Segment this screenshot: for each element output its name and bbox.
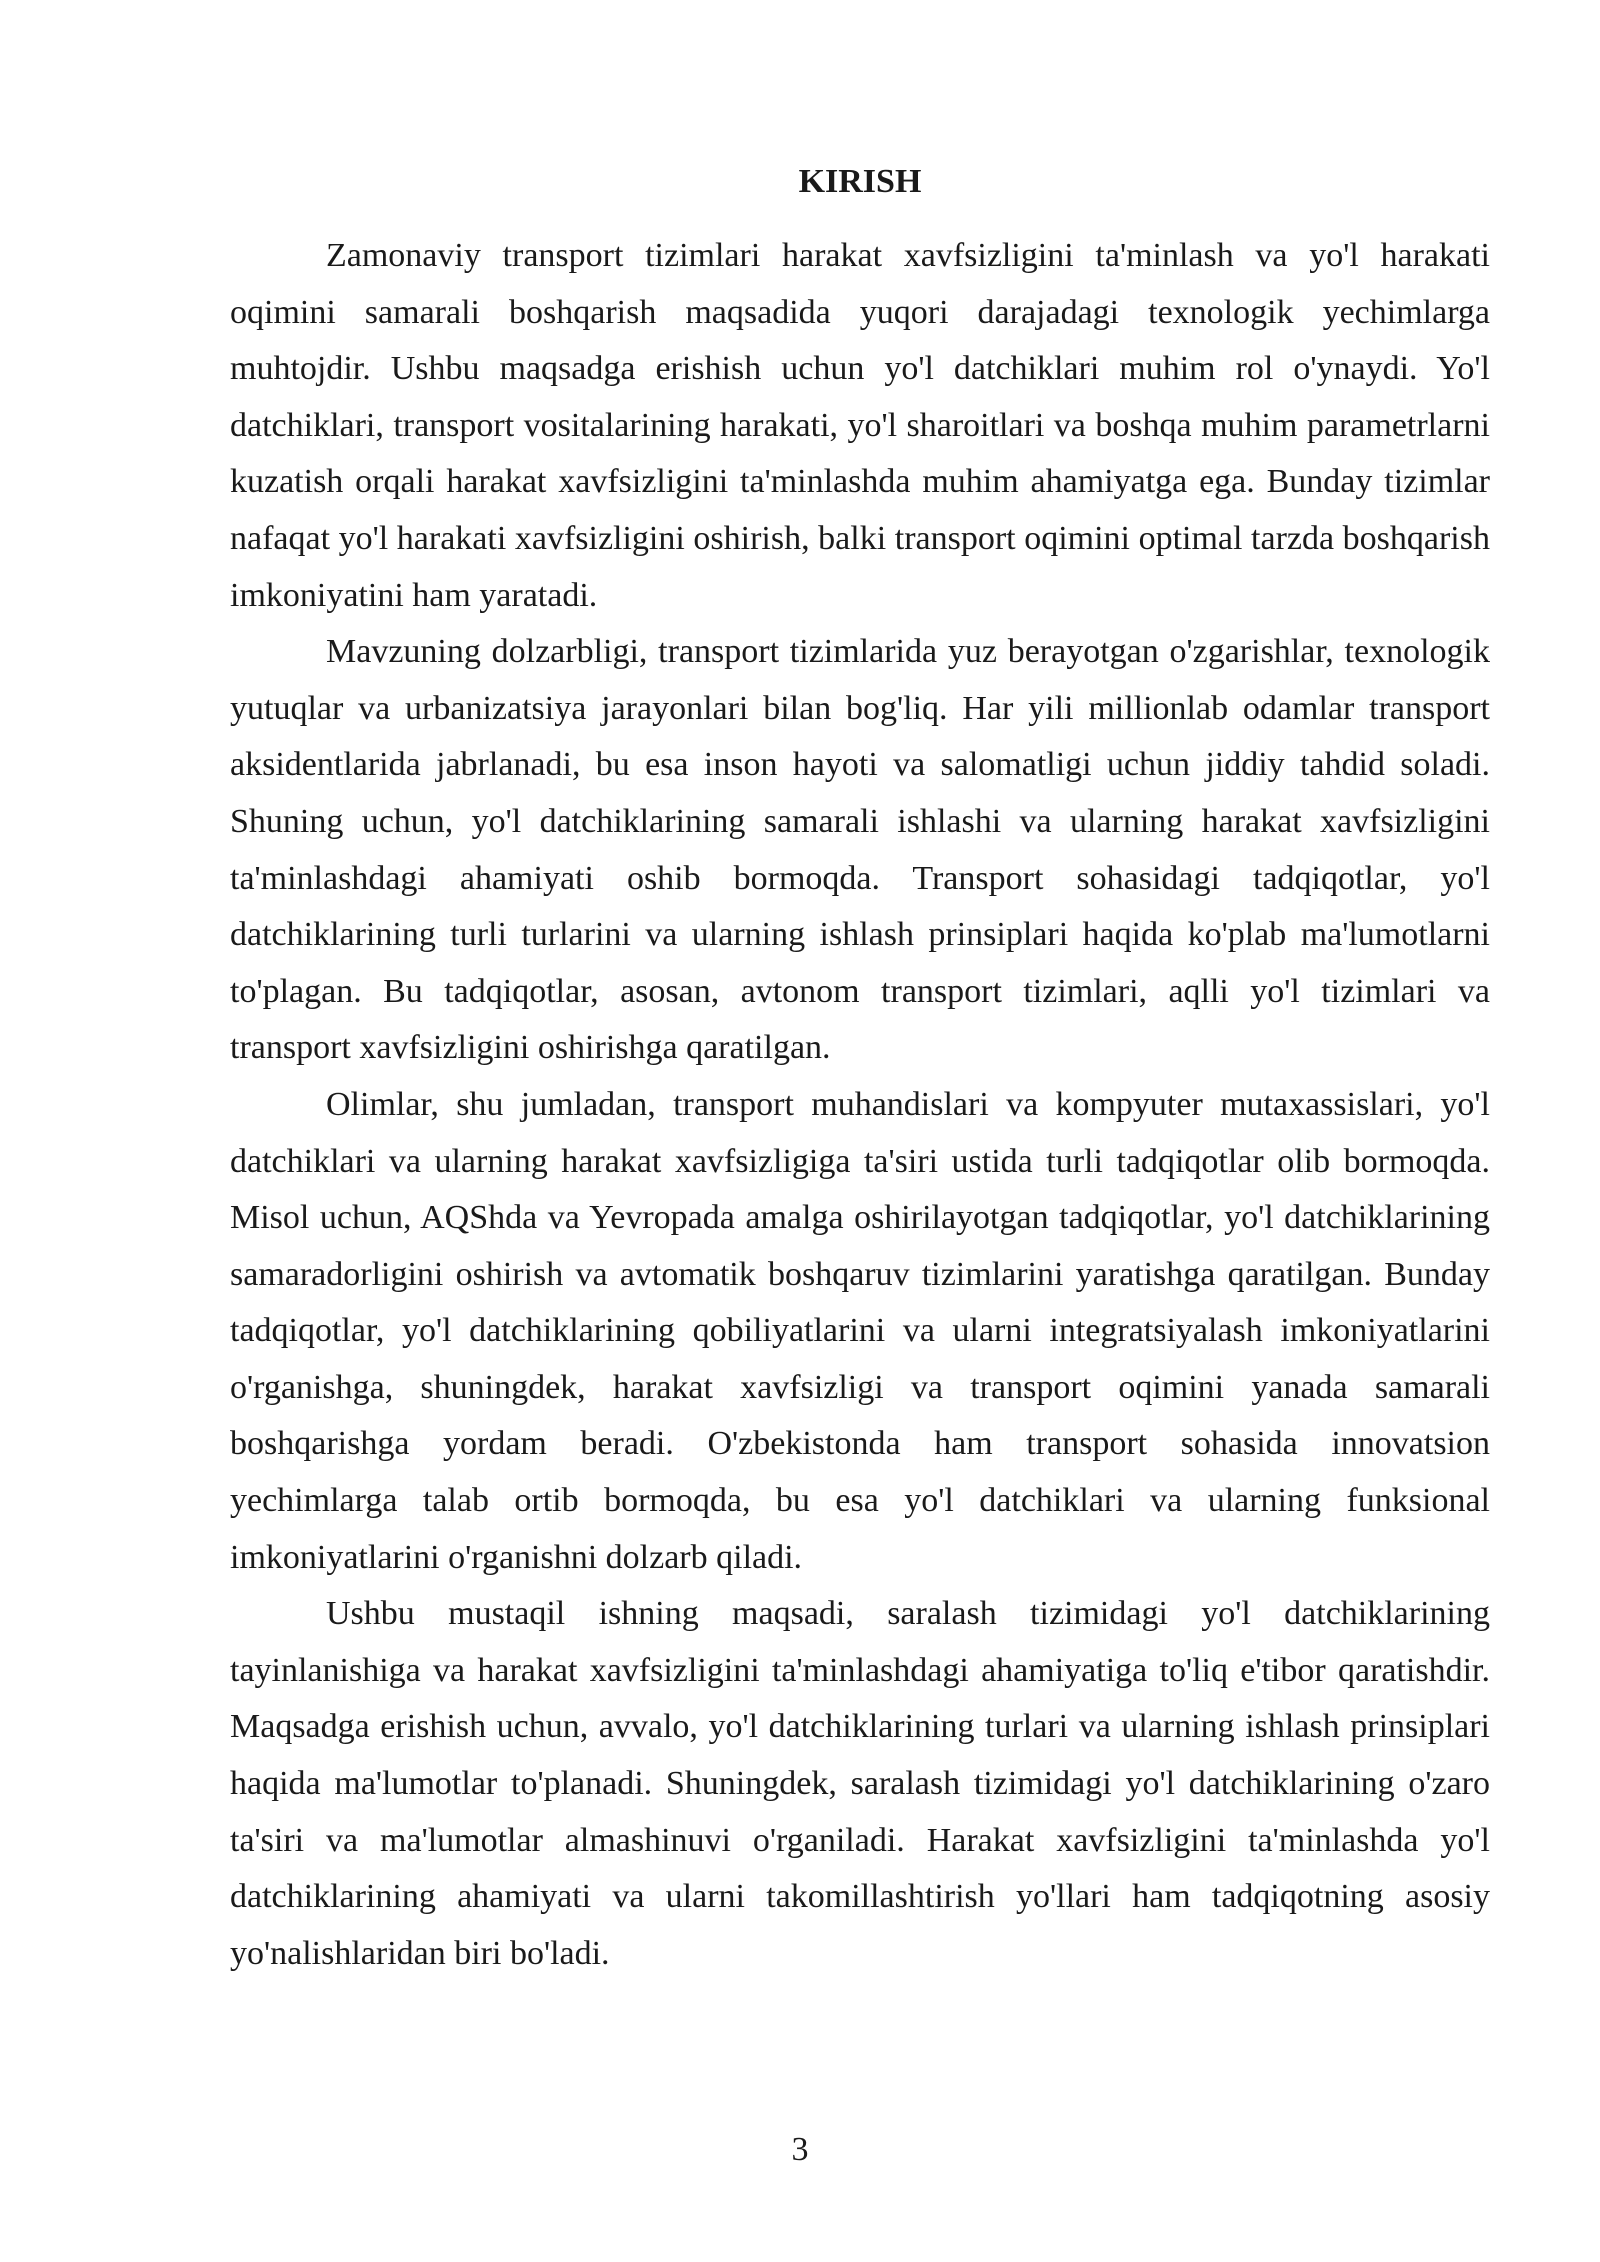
paragraph-introduction: Zamonaviy transport tizimlari harakat xavfsizligini ta'minlash va yo'l harakati oqimini samarali boshqarish maqsadida yuqori darajadagi texnologik yechimlarga muhtojdir. Ushbu maqsadga erishish uchun yo'l datchiklari muhim rol o'ynaydi. Yo'l datchiklari, transport vositalarining harakati, yo'l sharoitlari va boshqa muhim parametrlarni kuzatish orqali harakat xavfsizligini ta'minlashda muhim ahamiyatga ega. Bunday tizimlar nafaqat yo'l harakati xavfsizligini oshirish, balki transport oqimini optimal tarzda boshqarish imkoniyatini ham yaratadi. [230,237,1490,614]
paragraph-research-review: Olimlar, shu jumladan, transport muhandislari va kompyuter mutaxassislari, yo'l datchiklari va ularning harakat xavfsizligiga ta'siri ustida turli tadqiqotlar olib bormoqda. Misol uchun, AQShda va Yevropada amalga oshirilayotgan tadqiqotlar, yo'l datchiklarining samaradorligini oshirish va avtomatik boshqaruv tizimlarini yaratishga qaratilgan. Bunday tadqiqotlar, yo'l datchiklarining qobiliyatlarini va ularni integratsiyalash imkoniyatlarini o'rganishga, shuningdek, harakat xavfsizligi va transport oqimini yanada samarali boshqarishga yordam beradi. O'zbekistonda ham transport sohasida innovatsion yechimlarga talab ortib bormoqda, bu esa yo'l datchiklari va ularning funksional imkoniyatlarini o'rganishni dolzarb qiladi. [230,1085,1490,1576]
page-number: 3 [791,2131,809,2168]
section-heading: KIRISH [798,163,922,200]
paragraph-objective: Ushbu mustaqil ishning maqsadi, saralash tizimidagi yo'l datchiklarining tayinlanishiga va harakat xavfsizligini ta'minlashdagi ahamiyatiga to'liq e'tibor qaratishdir. Maqsadga erishish uchun, avvalo, yo'l datchiklarining turlari va ularning ishlash prinsiplari haqida ma'lumotlar to'planadi. Shuningdek, saralash tizimidagi yo'l datchiklarining o'zaro ta'siri va ma'lumotlar almashinuvi o'rganiladi. Harakat xavfsizligini ta'minlashda yo'l datchiklarining ahamiyati va ularni takomillashtirish yo'llari ham tadqiqotning asosiy yo'nalishlaridan biri bo'ladi. [230,1595,1490,1972]
page-content [230,160,1490,1982]
paragraph-relevance: Mavzuning dolzarbligi, transport tizimlarida yuz berayotgan o'zgarishlar, texnologik yutuqlar va urbanizatsiya jarayonlari bilan bog'liq. Har yili millionlab odamlar transport aksidentlarida jabrlanadi, bu esa inson hayoti va salomatligi uchun jiddiy tahdid soladi. Shuning uchun, yo'l datchiklarining samarali ishlashi va ularning harakat xavfsizligini ta'minlashdagi ahamiyati oshib bormoqda. Transport sohasidagi tadqiqotlar, yo'l datchiklarining turli turlarini va ularning ishlash prinsiplari haqida ko'plab ma'lumotlarni to'plagan. Bu tadqiqotlar, asosan, avtonom transport tizimlari, aqlli yo'l tizimlari va transport xavfsizligini oshirishga qaratilgan. [230,633,1490,1067]
